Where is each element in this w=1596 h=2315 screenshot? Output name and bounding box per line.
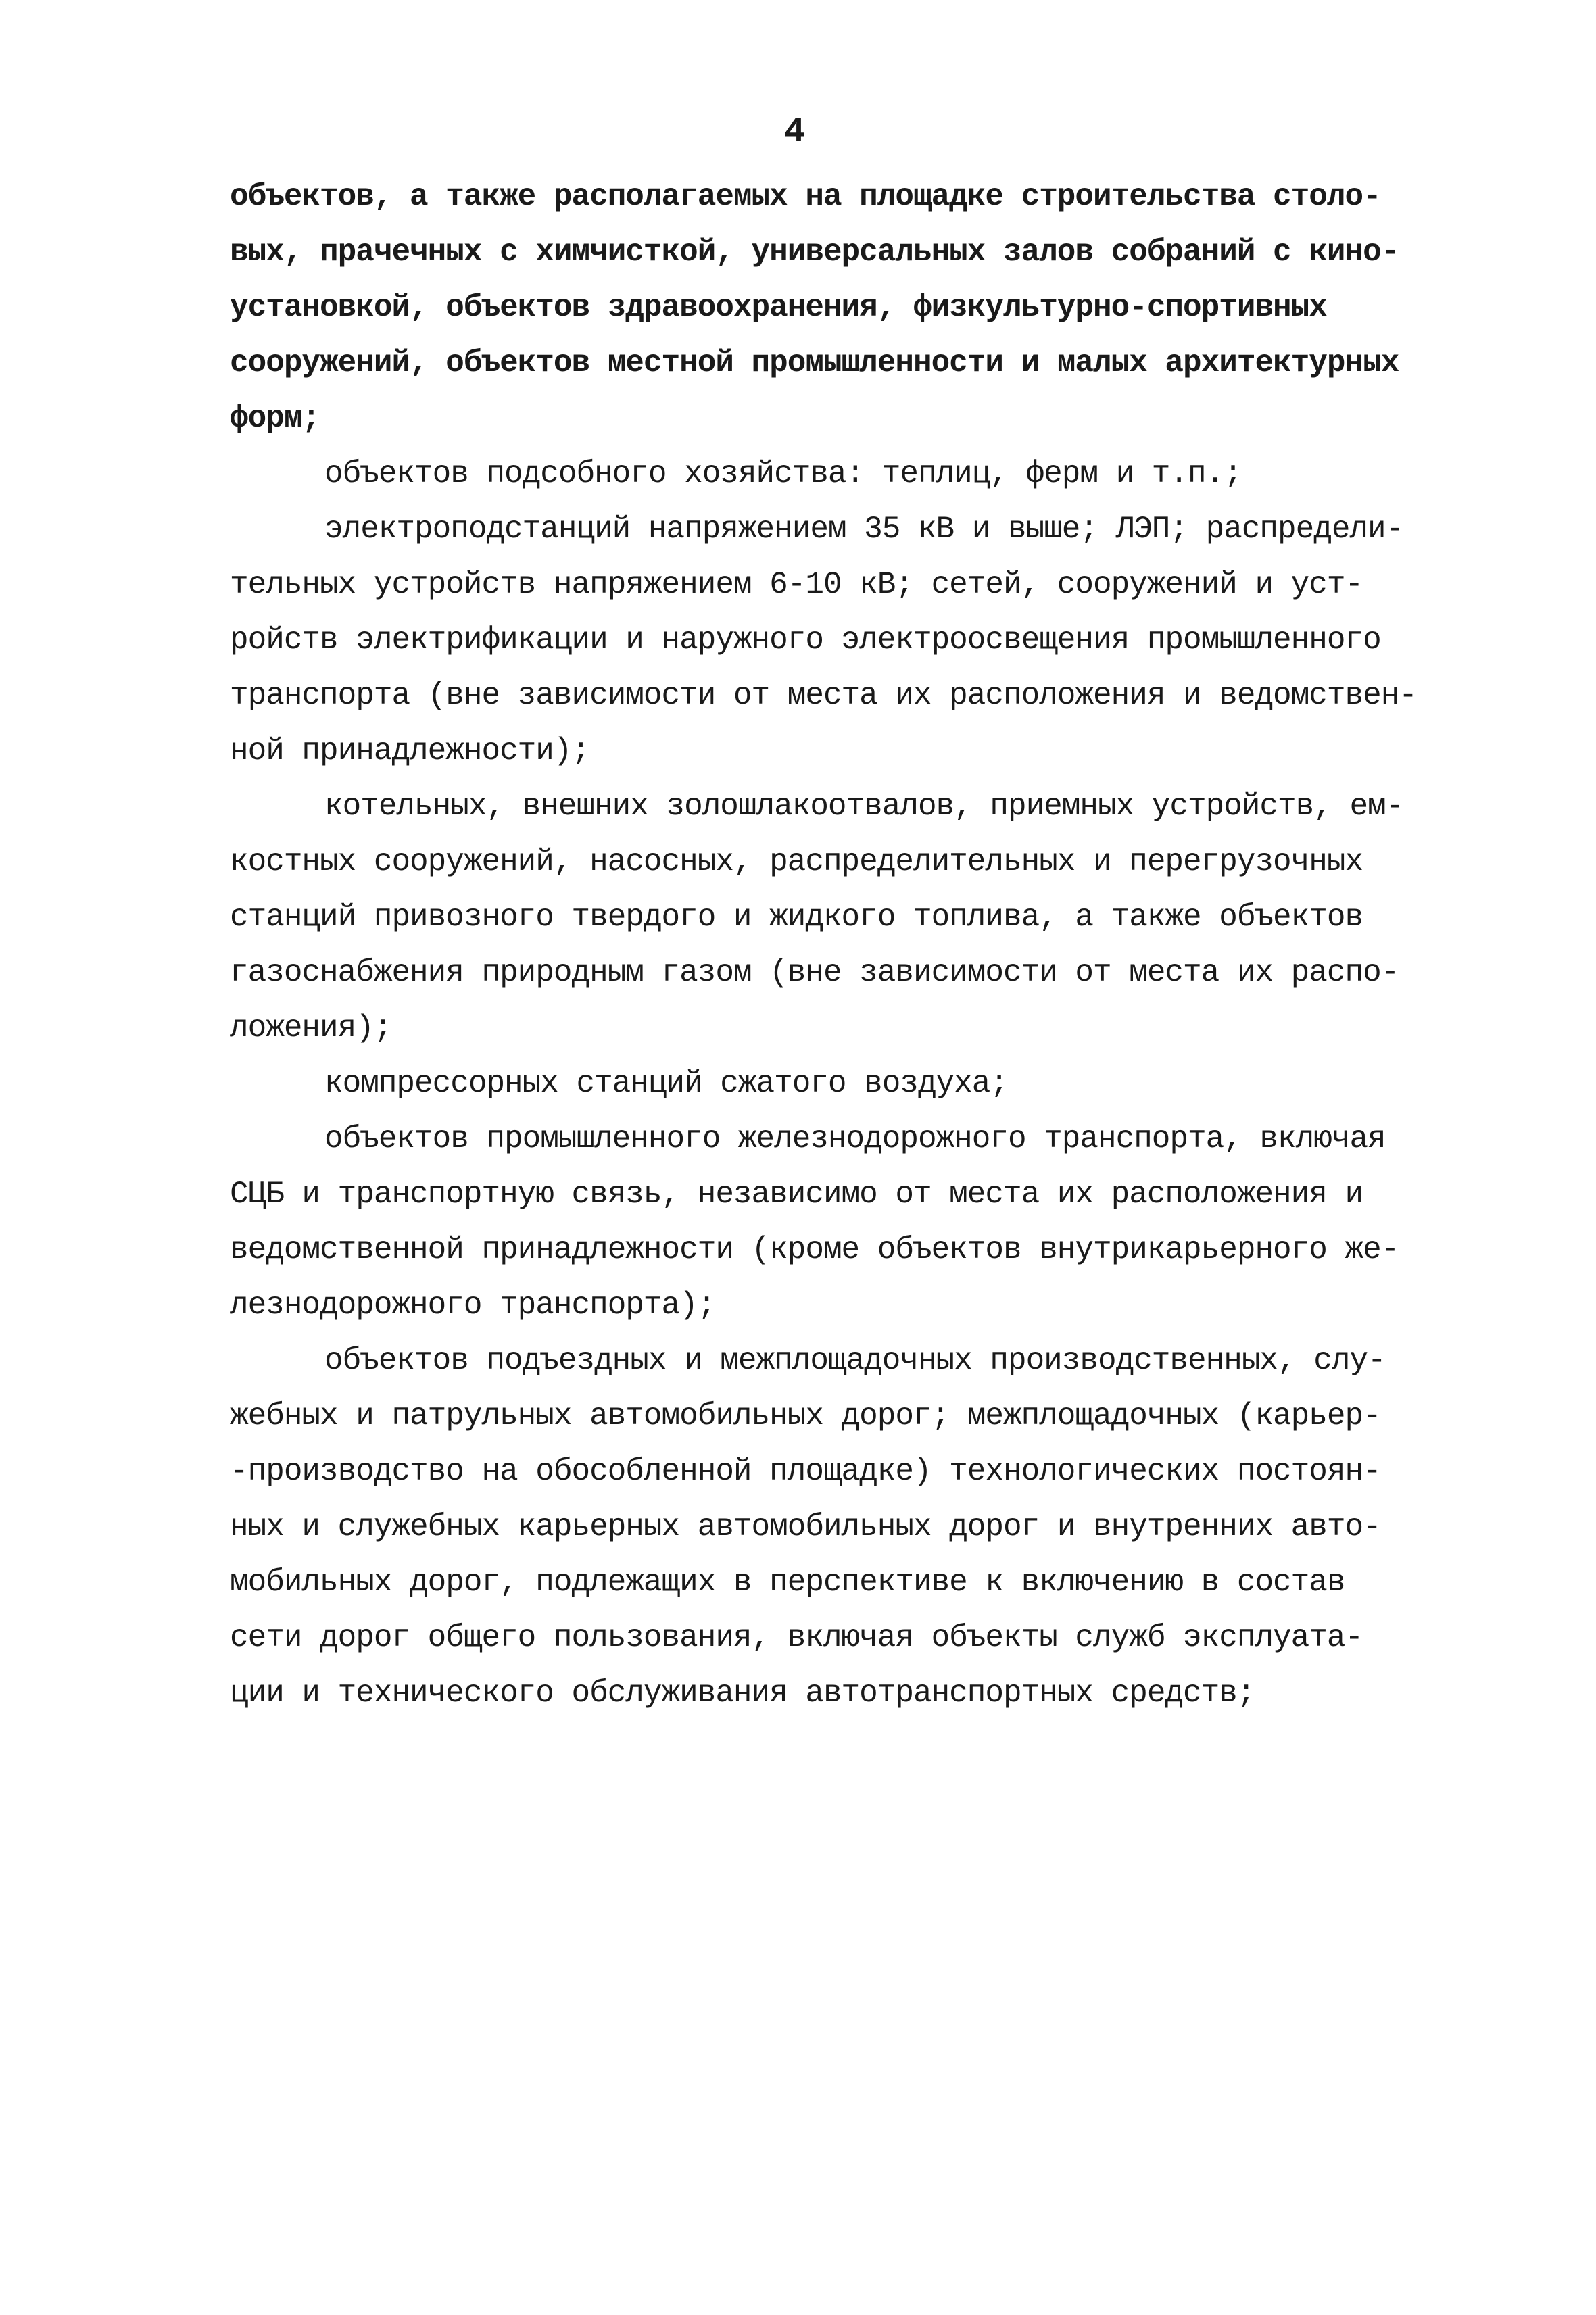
text-line: ных и служебных карьерных автомобильных дорог и внутренних авто- <box>230 1509 1381 1544</box>
text-line: лезнодорожного транспорта); <box>230 1288 716 1323</box>
text-line: объектов подъездных и межплощадочных производственных, слу- <box>324 1343 1386 1378</box>
text-line: ложения); <box>230 1010 392 1046</box>
text-line: электроподстанций напряжением 35 кВ и выше; ЛЭП; распредели- <box>324 512 1404 547</box>
text-line: сети дорог общего пользования, включая объекты служб эксплуата- <box>230 1620 1363 1655</box>
text-line: компрессорных станций сжатого воздуха; <box>324 1066 1008 1101</box>
text-line: транспорта (вне зависимости от места их расположения и ведомствен- <box>230 678 1417 713</box>
paragraph <box>230 1111 1399 1333</box>
text-line: форм; <box>230 401 320 436</box>
text-line: ной принадлежности); <box>230 733 590 769</box>
text-line: ции и технического обслуживания автотранспортных средств; <box>230 1676 1255 1711</box>
paragraph <box>230 1056 1379 1111</box>
paragraph <box>230 446 1379 502</box>
paragraph <box>230 502 1417 779</box>
text-line: мобильных дорог, подлежащих в перспективе к включению в состав <box>230 1565 1345 1600</box>
text-line: котельных, внешних золошлакоотвалов, приемных устройств, ем- <box>324 789 1404 824</box>
text-line: СЦБ и транспортную связь, независимо от места их расположения и <box>230 1177 1363 1212</box>
text-line: объектов подсобного хозяйства: теплиц, ферм и т.п.; <box>324 456 1242 491</box>
text-line: костных сооружений, насосных, распределительных и перегрузочных <box>230 844 1363 879</box>
text-line: газоснабжения природным газом (вне зависимости от места их распо- <box>230 955 1399 990</box>
paragraph <box>230 779 1404 1056</box>
paragraph <box>230 1333 1386 1721</box>
text-line: жебных и патрульных автомобильных дорог; межплощадочных (карьер- <box>230 1398 1381 1434</box>
text-line: вых, прачечных с химчисткой, универсальных залов собраний с кино- <box>230 235 1399 270</box>
text-line: станций привозного твердого и жидкого топлива, а также объектов <box>230 900 1363 935</box>
page-number: 4 <box>784 112 806 152</box>
paragraph <box>230 169 1399 446</box>
text-line: тельных устройств напряжением 6-10 кВ; сетей, сооружений и уст- <box>230 567 1363 602</box>
text-line: объектов промышленного железнодорожного транспорта, включая <box>324 1121 1386 1156</box>
text-line: -производство на обособленной площадке) технологических постоян- <box>230 1454 1381 1489</box>
text-line: объектов, а также располагаемых на площадке строительства столо- <box>230 179 1381 214</box>
text-line: ведомственной принадлежности (кроме объектов внутрикарьерного же- <box>230 1232 1399 1267</box>
text-line: установкой, объектов здравоохранения, физкультурно-спортивных <box>230 290 1327 325</box>
text-line: ройств электрификации и наружного электроосвещения промышленного <box>230 623 1381 658</box>
text-line: сооружений, объектов местной промышленности и малых архитектурных <box>230 345 1399 381</box>
document-body <box>230 169 1417 1721</box>
